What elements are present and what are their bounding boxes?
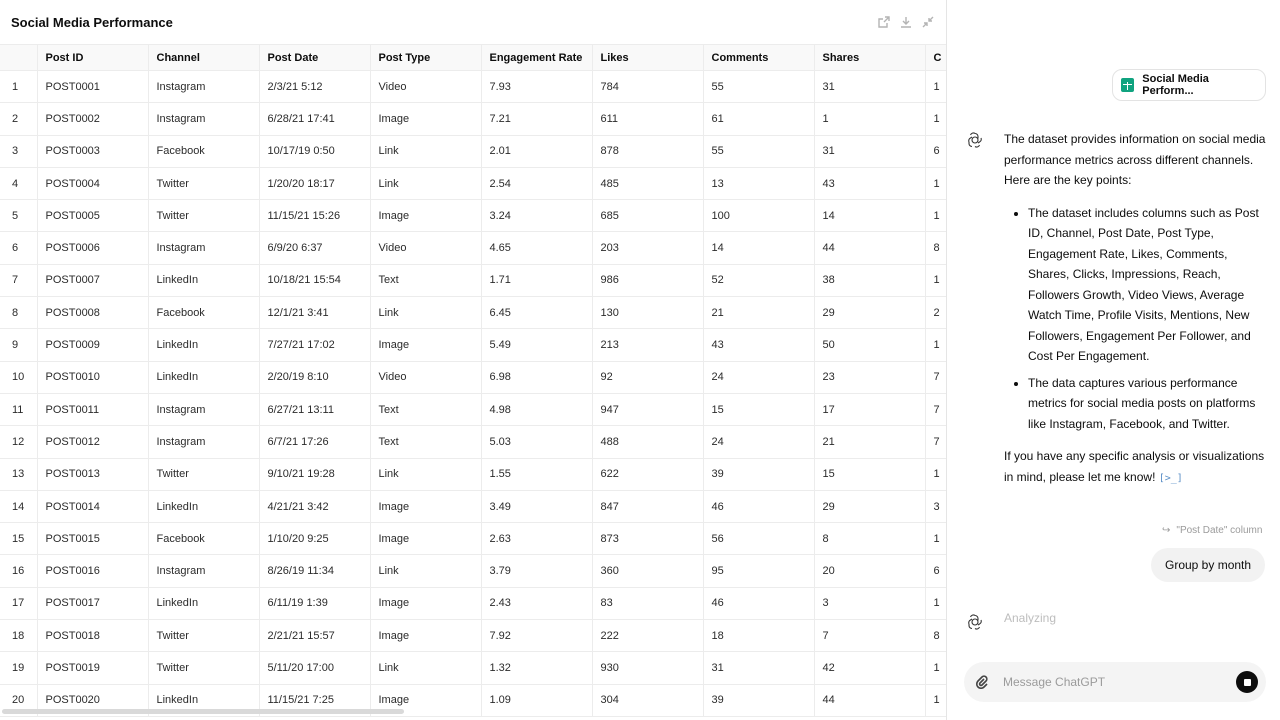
table-cell[interactable]: 304 — [592, 684, 703, 716]
table-cell[interactable]: 1 — [925, 458, 947, 490]
table-cell[interactable]: 685 — [592, 200, 703, 232]
row-index-cell: 5 — [0, 200, 37, 232]
table-cell[interactable]: Image — [370, 200, 481, 232]
row-index-cell: 6 — [0, 232, 37, 264]
table-cell[interactable]: 1.32 — [481, 652, 592, 684]
row-index-cell: 20 — [0, 684, 37, 716]
file-chip-label: Social Media Perform... — [1142, 73, 1209, 97]
row-index-cell: 4 — [0, 167, 37, 199]
collapse-icon[interactable] — [922, 16, 934, 28]
table-cell[interactable]: 44 — [814, 232, 925, 264]
table-cell[interactable]: 29 — [814, 490, 925, 522]
table-cell[interactable]: 203 — [592, 232, 703, 264]
table-cell[interactable]: 1/10/20 9:25 — [259, 523, 370, 555]
table-cell[interactable]: POST0006 — [37, 232, 148, 264]
table-cell[interactable]: 6/28/21 17:41 — [259, 103, 370, 135]
table-cell[interactable]: 31 — [814, 71, 925, 103]
table-cell[interactable]: 1 — [925, 167, 947, 199]
table-cell[interactable]: 55 — [703, 135, 814, 167]
table-cell[interactable]: 3.49 — [481, 490, 592, 522]
table-cell[interactable]: POST0011 — [37, 393, 148, 425]
table-cell[interactable]: 1 — [925, 103, 947, 135]
table-cell[interactable]: Link — [370, 297, 481, 329]
table-row — [0, 523, 947, 555]
table-cell[interactable]: 1 — [925, 523, 947, 555]
table-row — [0, 329, 947, 361]
table-cell[interactable]: Video — [370, 361, 481, 393]
row-index-cell: 12 — [0, 426, 37, 458]
table-cell[interactable]: 485 — [592, 167, 703, 199]
table-cell[interactable]: 12/1/21 3:41 — [259, 297, 370, 329]
table-cell[interactable]: POST0005 — [37, 200, 148, 232]
table-cell[interactable]: 947 — [592, 393, 703, 425]
table-cell[interactable]: 17 — [814, 393, 925, 425]
row-index-cell: 17 — [0, 587, 37, 619]
table-row — [0, 103, 947, 135]
table-row — [0, 71, 947, 103]
table-cell[interactable]: 43 — [814, 167, 925, 199]
table-cell[interactable]: 3 — [814, 587, 925, 619]
table-cell[interactable]: 4.98 — [481, 393, 592, 425]
data-table — [0, 44, 947, 717]
stop-icon — [1244, 679, 1251, 686]
table-cell[interactable]: POST0016 — [37, 555, 148, 587]
row-index-cell: 13 — [0, 458, 37, 490]
table-cell[interactable]: 7 — [925, 426, 947, 458]
table-cell[interactable]: POST0013 — [37, 458, 148, 490]
column-header[interactable]: C — [925, 45, 947, 71]
reply-arrow-icon: ↪ — [1162, 525, 1171, 536]
table-cell[interactable]: POST0017 — [37, 587, 148, 619]
row-index-cell: 19 — [0, 652, 37, 684]
table-cell[interactable]: 222 — [592, 620, 703, 652]
spreadsheet-title: Social Media Performance — [11, 14, 173, 30]
table-row — [0, 232, 947, 264]
table-cell[interactable]: 31 — [703, 652, 814, 684]
table-cell[interactable]: 7 — [814, 620, 925, 652]
table-cell[interactable]: 6 — [925, 555, 947, 587]
analyzing-status: Analyzing — [1004, 611, 1057, 625]
table-cell[interactable]: Link — [370, 652, 481, 684]
row-index-header[interactable] — [0, 45, 37, 71]
table-cell[interactable]: 3.24 — [481, 200, 592, 232]
table-cell[interactable]: 7 — [925, 361, 947, 393]
table-cell[interactable]: 1.55 — [481, 458, 592, 490]
table-cell[interactable]: Link — [370, 135, 481, 167]
table-cell[interactable]: 3 — [925, 490, 947, 522]
table-row — [0, 361, 947, 393]
download-icon[interactable] — [900, 16, 912, 28]
table-cell[interactable]: 5/11/20 17:00 — [259, 652, 370, 684]
table-cell[interactable]: 2/21/21 15:57 — [259, 620, 370, 652]
table-cell[interactable]: 4/21/21 3:42 — [259, 490, 370, 522]
table-cell[interactable]: POST0001 — [37, 71, 148, 103]
table-cell[interactable]: LinkedIn — [148, 587, 259, 619]
list-item: • The data captures various performance metrics for social media posts on platforms like Instagram, Facebook, and Twitter. — [1028, 373, 1266, 435]
table-cell[interactable]: 1 — [925, 329, 947, 361]
table-cell[interactable]: 2.63 — [481, 523, 592, 555]
table-cell[interactable]: LinkedIn — [148, 264, 259, 296]
table-body — [0, 71, 947, 717]
table-cell[interactable]: 10/17/19 0:50 — [259, 135, 370, 167]
table-cell[interactable]: Twitter — [148, 200, 259, 232]
table-cell[interactable]: 8/26/19 11:34 — [259, 555, 370, 587]
table-cell[interactable]: POST0003 — [37, 135, 148, 167]
table-row — [0, 587, 947, 619]
file-attachment-chip[interactable] — [1112, 69, 1266, 101]
table-cell[interactable]: 1/20/20 18:17 — [259, 167, 370, 199]
table-cell[interactable]: 1 — [814, 103, 925, 135]
table-cell[interactable]: Instagram — [148, 555, 259, 587]
table-cell[interactable]: 4.65 — [481, 232, 592, 264]
table-cell[interactable]: Link — [370, 555, 481, 587]
table-cell[interactable]: 83 — [592, 587, 703, 619]
table-cell[interactable]: 611 — [592, 103, 703, 135]
table-cell[interactable]: 38 — [814, 264, 925, 296]
table-cell[interactable]: Facebook — [148, 297, 259, 329]
table-cell[interactable]: Image — [370, 587, 481, 619]
table-cell[interactable]: Facebook — [148, 135, 259, 167]
table-cell[interactable]: 5.49 — [481, 329, 592, 361]
table-cell[interactable]: Instagram — [148, 71, 259, 103]
table-cell[interactable]: 1.71 — [481, 264, 592, 296]
table-cell[interactable]: 24 — [703, 361, 814, 393]
table-row — [0, 135, 947, 167]
table-cell[interactable]: Image — [370, 620, 481, 652]
row-index-cell: 7 — [0, 264, 37, 296]
table-cell[interactable]: Video — [370, 71, 481, 103]
list-item: • The dataset includes columns such as Post ID, Channel, Post Date, Post Type, Engagement Rate, Likes, Comments, Shares, Clicks, Impressions, Reach, Followers Growth, Video Views, Average Watch Time, Profile Visits, Mentions, New Followers, Engagement Per Follower, and Cost Per Engagement. — [1028, 203, 1266, 367]
table-cell[interactable]: POST0010 — [37, 361, 148, 393]
row-index-cell: 3 — [0, 135, 37, 167]
column-header[interactable]: Channel — [148, 45, 259, 71]
table-cell[interactable]: 7/27/21 17:02 — [259, 329, 370, 361]
table-cell[interactable]: 7.21 — [481, 103, 592, 135]
view-analysis-link[interactable]: [>_] — [1158, 472, 1183, 484]
row-index-cell: 18 — [0, 620, 37, 652]
row-index-cell: 2 — [0, 103, 37, 135]
table-row — [0, 620, 947, 652]
row-index-cell: 16 — [0, 555, 37, 587]
table-cell[interactable]: 46 — [703, 587, 814, 619]
table-cell[interactable]: POST0004 — [37, 167, 148, 199]
table-cell[interactable]: 622 — [592, 458, 703, 490]
table-cell[interactable]: Instagram — [148, 232, 259, 264]
table-cell[interactable]: 6 — [925, 135, 947, 167]
table-cell[interactable]: 39 — [703, 684, 814, 716]
table-cell[interactable]: 61 — [703, 103, 814, 135]
table-cell[interactable]: 1 — [925, 200, 947, 232]
table-cell[interactable]: 930 — [592, 652, 703, 684]
table-row — [0, 167, 947, 199]
table-cell[interactable]: Text — [370, 264, 481, 296]
table-cell[interactable]: 7 — [925, 393, 947, 425]
table-cell[interactable]: Instagram — [148, 393, 259, 425]
table-cell[interactable]: POST0008 — [37, 297, 148, 329]
table-cell[interactable]: 100 — [703, 200, 814, 232]
table-cell[interactable]: 29 — [814, 297, 925, 329]
table-cell[interactable]: 6/27/21 13:11 — [259, 393, 370, 425]
table-cell[interactable]: 21 — [703, 297, 814, 329]
column-header[interactable]: Likes — [592, 45, 703, 71]
table-row — [0, 297, 947, 329]
assistant-message — [1004, 129, 1266, 489]
table-cell[interactable]: 2.01 — [481, 135, 592, 167]
table-cell[interactable]: 3.79 — [481, 555, 592, 587]
table-cell[interactable]: 130 — [592, 297, 703, 329]
table-cell[interactable]: 23 — [814, 361, 925, 393]
stop-button[interactable] — [1236, 671, 1258, 693]
table-cell[interactable]: 44 — [814, 684, 925, 716]
table-cell[interactable]: 11/15/21 7:25 — [259, 684, 370, 716]
table-cell[interactable]: POST0019 — [37, 652, 148, 684]
table-cell[interactable]: 1 — [925, 587, 947, 619]
table-cell[interactable]: 20 — [814, 555, 925, 587]
table-cell[interactable]: Link — [370, 458, 481, 490]
table-cell[interactable]: 52 — [703, 264, 814, 296]
table-cell[interactable]: 31 — [814, 135, 925, 167]
spreadsheet-header — [0, 0, 946, 44]
table-header-row — [0, 45, 947, 71]
message-input[interactable] — [1003, 675, 1236, 689]
table-cell[interactable]: Link — [370, 167, 481, 199]
table-cell[interactable]: LinkedIn — [148, 361, 259, 393]
table-cell[interactable]: LinkedIn — [148, 490, 259, 522]
row-index-cell: 15 — [0, 523, 37, 555]
table-cell[interactable]: 6.98 — [481, 361, 592, 393]
column-header[interactable]: Post Date — [259, 45, 370, 71]
table-cell[interactable]: Instagram — [148, 426, 259, 458]
assistant-intro: The dataset provides information on social media performance metrics across different channels. Here are the key points: — [1004, 132, 1266, 187]
table-cell[interactable]: 2/3/21 5:12 — [259, 71, 370, 103]
table-cell[interactable]: POST0012 — [37, 426, 148, 458]
row-index-cell: 10 — [0, 361, 37, 393]
table-cell[interactable]: 878 — [592, 135, 703, 167]
table-cell[interactable]: 6/9/20 6:37 — [259, 232, 370, 264]
table-row — [0, 200, 947, 232]
table-cell[interactable]: 2.54 — [481, 167, 592, 199]
table-cell[interactable]: 1 — [925, 684, 947, 716]
table-row — [0, 458, 947, 490]
table-row — [0, 393, 947, 425]
table-cell[interactable]: Instagram — [148, 103, 259, 135]
table-cell[interactable]: 2/20/19 8:10 — [259, 361, 370, 393]
chat-panel — [948, 0, 1280, 720]
table-cell[interactable]: 213 — [592, 329, 703, 361]
table-cell[interactable]: Twitter — [148, 167, 259, 199]
assistant-outro — [1004, 446, 1266, 489]
table-cell[interactable]: 14 — [703, 232, 814, 264]
table-cell[interactable]: LinkedIn — [148, 329, 259, 361]
table-cell[interactable]: 7.92 — [481, 620, 592, 652]
table-cell[interactable]: 15 — [703, 393, 814, 425]
column-header[interactable]: Engagement Rate — [481, 45, 592, 71]
column-header[interactable]: Comments — [703, 45, 814, 71]
table-cell[interactable]: 847 — [592, 490, 703, 522]
horizontal-scrollbar[interactable] — [2, 709, 404, 714]
table-cell[interactable]: 14 — [814, 200, 925, 232]
table-cell[interactable]: POST0014 — [37, 490, 148, 522]
table-cell[interactable]: POST0018 — [37, 620, 148, 652]
paperclip-icon[interactable] — [974, 674, 990, 690]
table-cell[interactable]: 360 — [592, 555, 703, 587]
table-cell[interactable]: 9/10/21 19:28 — [259, 458, 370, 490]
table-cell[interactable]: 1 — [925, 71, 947, 103]
table-cell[interactable]: Image — [370, 103, 481, 135]
table-cell[interactable]: 18 — [703, 620, 814, 652]
spreadsheet-actions — [878, 16, 934, 28]
user-message: Group by month — [1151, 548, 1265, 582]
openai-logo-icon — [966, 131, 984, 149]
table-cell[interactable]: Facebook — [148, 523, 259, 555]
table-cell[interactable]: 10/18/21 15:54 — [259, 264, 370, 296]
table-cell[interactable]: 1.09 — [481, 684, 592, 716]
table-cell[interactable]: 873 — [592, 523, 703, 555]
table-cell[interactable]: Twitter — [148, 652, 259, 684]
table-cell[interactable]: Image — [370, 329, 481, 361]
table-cell[interactable]: 21 — [814, 426, 925, 458]
table-cell[interactable]: Twitter — [148, 458, 259, 490]
table-cell[interactable]: 11/15/21 15:26 — [259, 200, 370, 232]
external-link-icon[interactable] — [878, 16, 890, 28]
table-cell[interactable]: 39 — [703, 458, 814, 490]
table-cell[interactable]: 42 — [814, 652, 925, 684]
table-cell[interactable]: Image — [370, 490, 481, 522]
spreadsheet-icon — [1121, 78, 1134, 92]
table-cell[interactable]: 986 — [592, 264, 703, 296]
row-index-cell: 11 — [0, 393, 37, 425]
table-cell[interactable]: 56 — [703, 523, 814, 555]
column-header[interactable]: Post Type — [370, 45, 481, 71]
table-cell[interactable]: Text — [370, 393, 481, 425]
table-cell[interactable]: 92 — [592, 361, 703, 393]
table-cell[interactable]: 7.93 — [481, 71, 592, 103]
table-cell[interactable]: POST0007 — [37, 264, 148, 296]
table-cell[interactable]: Video — [370, 232, 481, 264]
table-cell[interactable]: LinkedIn — [148, 684, 259, 716]
row-index-cell: 14 — [0, 490, 37, 522]
row-index-cell: 8 — [0, 297, 37, 329]
table-row — [0, 652, 947, 684]
quoted-reference — [1162, 525, 1262, 536]
table-cell[interactable]: 6/7/21 17:26 — [259, 426, 370, 458]
table-cell[interactable]: 784 — [592, 71, 703, 103]
table-row — [0, 264, 947, 296]
table-cell[interactable]: 46 — [703, 490, 814, 522]
table-cell[interactable]: 8 — [814, 523, 925, 555]
table-cell[interactable]: 55 — [703, 71, 814, 103]
table-cell[interactable]: 1 — [925, 264, 947, 296]
table-row — [0, 426, 947, 458]
table-cell[interactable]: 488 — [592, 426, 703, 458]
row-index-cell: 9 — [0, 329, 37, 361]
table-cell[interactable]: POST0020 — [37, 684, 148, 716]
table-cell[interactable]: 8 — [925, 620, 947, 652]
message-composer — [964, 662, 1266, 702]
assistant-outro-text: If you have any specific analysis or visualizations in mind, please let me know! — [1004, 449, 1265, 484]
openai-logo-icon — [966, 613, 984, 631]
assistant-bullet-list — [1004, 203, 1266, 435]
table-cell[interactable]: 15 — [814, 458, 925, 490]
table-cell[interactable]: Image — [370, 523, 481, 555]
table-cell[interactable]: 6.45 — [481, 297, 592, 329]
table-cell[interactable]: 24 — [703, 426, 814, 458]
table-cell[interactable]: Image — [370, 684, 481, 716]
quoted-reference-text: "Post Date" column — [1176, 525, 1263, 536]
table-row — [0, 490, 947, 522]
table-cell[interactable]: 13 — [703, 167, 814, 199]
table-cell[interactable]: 95 — [703, 555, 814, 587]
table-cell[interactable]: 1 — [925, 652, 947, 684]
table-cell[interactable]: POST0009 — [37, 329, 148, 361]
table-row — [0, 555, 947, 587]
table-cell[interactable]: 5.03 — [481, 426, 592, 458]
row-index-cell: 1 — [0, 71, 37, 103]
table-cell[interactable]: Twitter — [148, 620, 259, 652]
table-cell[interactable]: 43 — [703, 329, 814, 361]
table-cell[interactable]: 50 — [814, 329, 925, 361]
table-cell[interactable]: 2.43 — [481, 587, 592, 619]
table-cell[interactable]: POST0015 — [37, 523, 148, 555]
column-header[interactable]: Shares — [814, 45, 925, 71]
table-cell[interactable]: 8 — [925, 232, 947, 264]
table-cell[interactable]: 6/11/19 1:39 — [259, 587, 370, 619]
column-header[interactable]: Post ID — [37, 45, 148, 71]
table-cell[interactable]: 2 — [925, 297, 947, 329]
table-cell[interactable]: Text — [370, 426, 481, 458]
table-cell[interactable]: POST0002 — [37, 103, 148, 135]
